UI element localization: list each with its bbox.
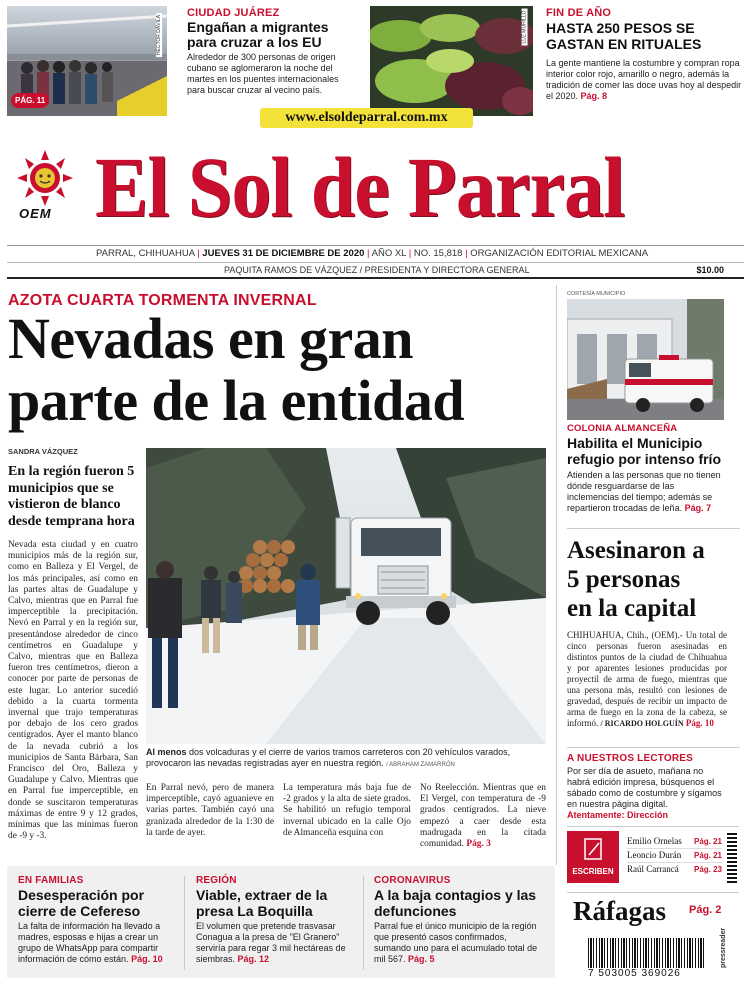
director-line: PAQUITA RAMOS DE VÁZQUEZ / PRESIDENTA Y DIRECTORA GENERAL [224, 265, 530, 275]
main-column-2: En Parral nevó, pero de manera imperceptible, cayó aguanieve en varias partes. También cayó una granizada alrededor de la 1:30 de la tarde de ayer. [146, 783, 274, 838]
main-kicker: AZOTA CUARTA TORMENTA INVERNAL [8, 292, 317, 309]
bottom-story-3-kicker: CORONAVIRUS [374, 875, 451, 886]
sidebar-story2-byline: / RICARDO HOLGUÍN [600, 719, 684, 728]
escriben-box [567, 826, 739, 886]
bottom-story-1-headline: Desesperación por cierre de Cefereso [18, 887, 145, 919]
bottom-story-2-body: El volumen que pretende trasvasar Conagua a la presa de "El Granero" serviría para regar 3 mil hectáreas de siembras. [196, 921, 346, 964]
main-column-4 [420, 783, 546, 850]
escriben-row[interactable] [627, 863, 722, 876]
escriben-page: Pág. 23 [693, 865, 722, 874]
main-subhead: En la región fueron 5 municipios que se vistieron de blanco desde temprana hora [8, 464, 135, 529]
bottom-story-2-headline: Viable, extraer de la presa La Boquilla [196, 887, 328, 919]
main-headline-line2: parte de la entidad [8, 368, 465, 433]
main-photo-caption [146, 747, 546, 771]
bottom-story-2-page-ref[interactable]: Pág. 12 [237, 954, 270, 964]
website-banner[interactable]: www.elsoldeparral.com.mx [260, 108, 473, 128]
rafagas-page: Pág. 2 [689, 904, 722, 916]
teaser-right-photo-credit: LUZ MURILLO [521, 10, 528, 44]
caption-text: dos volcaduras y el cierre de varios tramos carreteros con 20 vehículos varados, provocaron las nevadas registradas ayer en nuestra región. [146, 747, 511, 768]
bottom-story-1-page-ref[interactable]: Pág. 10 [131, 954, 163, 964]
sidebar-rule-2 [567, 747, 740, 748]
notice-sign: Atentamente: Dirección [567, 810, 669, 820]
pen-icon [567, 831, 619, 867]
teaser-right-page-ref[interactable]: Pág. 8 [580, 91, 608, 101]
teaser-left-text: Alrededor de 300 personas de origen cubano se aglomeraron la noche del martes en los puentes internacionales para buscar cruzar al vecino país. [187, 52, 339, 95]
teaser-left-page-badge: PÁG. 11 [11, 93, 49, 108]
escriben-page: Pág. 21 [693, 837, 722, 846]
main-column-1: Nevada esta ciudad y en cuatro municipios más de la región sur, como en Balleza y El Vergel, de los más principales, así como en las partes altas de Guadalupe y Calvo, mientras que en Parral fue imperceptible la precipitación. Nevó en Parral y en la región sur, presentándose alrededor de cinco centímetros en Guadalupe y Calvo, mientras que en Balleza fueron tres centímetros, dieron a conocer por parte de personas de este lugar. Lo anterior sucedió debido a la cuarta tormenta invernal que trajo temperaturas por debajo de los cero grados centígrados. Ayer el manto blanco de la nevada cubrió a los municipios de Santa Bárbara, San Francisco del Oro, Balleza y Guadalupe y Calvo. Mientras que en Parral fue imperceptible, en donde se suscitaron temperaturas máximas de entre 9 y 12 grados, mínimas que las mínimas fueron de -9 y -3. [8, 540, 138, 840]
main-headline-line1: Nevadas en gran [8, 306, 413, 371]
snowy-road-truck-illustration [146, 448, 546, 744]
main-byline: SANDRA VÁZQUEZ [8, 447, 78, 456]
column-divider [556, 285, 557, 865]
notice-body: Por ser día de asueto, mañana no habrá edición impresa, búsquenos el sábado como de costumbre y sígamos en nuestra página digital. [567, 766, 722, 809]
ambulance-building-illustration [567, 299, 724, 420]
bottom-story-3[interactable] [374, 875, 544, 965]
dateline-rule-bottom [7, 277, 744, 279]
escriben-list [627, 835, 722, 876]
main-column-4-text: No Reelección. Mientras que en El Vergel, con temperatura de -9 grados centígrados. La nieve empezó a caer desde esta madrugada en la citada comunidad. [420, 783, 546, 850]
main-column-4-page-ref[interactable]: Pág. 3 [466, 839, 491, 850]
notice-kicker: A NUESTROS LECTORES [567, 753, 694, 764]
sidebar-story1-body: Atienden a las personas que no tienen dónde resguardarse de las inclemencias del tiempo; además se repartieron trocadas de leña. [567, 470, 721, 513]
sidebar-story2-body: CHIHUAHUA, Chih., (OEM).- Un total de cinco personas fueron asesinadas en distintos puntos de la ciudad de Chihuahua y por aparentes lesiones producidas por proyectil de arma de fuego, mientras que una persona más, resultó con lesiones de gravedad, después de recibir un impacto de arma de fuego en la zona de la cabeza, se informó. [567, 630, 727, 728]
bottom-story-3-text [374, 921, 544, 965]
bottom-story-2[interactable] [196, 875, 356, 965]
oem-label: OEM [19, 206, 52, 221]
dateline-org: ORGANIZACIÓN EDITORIAL MEXICANA [470, 248, 649, 259]
sidebar-story2-headline[interactable]: Asesinaron a 5 personas en la capital [567, 537, 705, 622]
main-headline[interactable] [8, 308, 553, 432]
teaser-right-kicker: FIN DE AÑO [546, 7, 612, 19]
bottom-divider-2 [363, 876, 364, 970]
sun-logo-icon [15, 150, 75, 208]
sidebar-photo-credit: CORTESÍA MUNICIPIO [567, 291, 626, 297]
teaser-right-text-body: La gente mantiene la costumbre y compran ropa interior color rojo, amarillo o negro, además la tradición de comer las doce uvas hoy al despedir el 2020. [546, 58, 742, 101]
teaser-left-headline[interactable]: Engañan a migrantes para cruzar a los EU [187, 19, 329, 50]
ambulance [625, 355, 713, 412]
escriben-row[interactable] [627, 849, 722, 863]
bottom-story-1[interactable] [18, 875, 178, 965]
barcode-bars [588, 938, 706, 968]
dateline-rule-mid [7, 262, 744, 263]
sidebar-story2-text [567, 630, 727, 729]
teaser-right-headline[interactable]: HASTA 250 PESOS SE GASTAN EN RITUALES [546, 20, 702, 52]
dateline-year: AÑO XL [371, 248, 407, 259]
escriben-name: Emilio Ornelas [627, 836, 682, 846]
escriben-page: Pág. 21 [693, 851, 722, 860]
sidebar-story1-page-ref[interactable]: Pág. 7 [684, 503, 712, 513]
teaser-left-kicker: CIUDAD JUÁREZ [187, 7, 280, 19]
rafagas-title: Ráfagas [573, 896, 666, 926]
escriben-name: Leoncio Durán [627, 850, 682, 860]
sidebar-story1-text [567, 470, 727, 514]
bottom-story-1-kicker: EN FAMILIAS [18, 875, 84, 886]
price: $10.00 [696, 265, 724, 275]
teaser-right-photo [370, 6, 533, 116]
bottom-story-1-body: La falta de información ha llevado a madres, esposas e hijas a crear un grupo de WhatsApp para compartir información de cómo están. [18, 921, 161, 964]
escriben-row[interactable] [627, 835, 722, 849]
sidebar-story1-headline[interactable]: Habilita el Municipio refugio por intenso frío [567, 435, 721, 467]
sidebar-rule-1 [567, 528, 740, 529]
dateline-date: JUEVES 31 DE DICIEMBRE DE 2020 [202, 248, 365, 259]
sidebar-story2-page-ref[interactable]: Pág. 10 [685, 718, 714, 728]
dateline: PARRAL, CHIHUAHUA | JUEVES 31 DE DICIEMBRE DE 2020 | AÑO XL | NO. 15,818 | ORGANIZACIÓN EDITORIAL MEXICANA [96, 248, 649, 259]
barcode-number: 7 503005 369026 [588, 968, 681, 979]
bottom-story-3-body: Parral fue el único municipio de la región que presentó casos confirmados, sumando uno para el acumulado total de mil 567. [374, 921, 538, 964]
sidebar-story1-kicker: COLONIA ALMANCEÑA [567, 423, 678, 434]
teaser-left-photo [7, 6, 167, 116]
bottom-divider-1 [184, 876, 185, 970]
bottom-story-3-headline: A la baja contagios y las defunciones [374, 887, 537, 919]
teaser-left-photo-credit: HÉCTOR DÁVILA [155, 14, 162, 56]
escriben-badge [567, 831, 619, 883]
dateline-city: PARRAL, CHIHUAHUA [96, 248, 195, 259]
teaser-left[interactable] [7, 6, 362, 118]
bottom-story-2-text [196, 921, 356, 965]
dateline-rule-top [7, 245, 744, 246]
bottom-story-3-page-ref[interactable]: Pág. 5 [408, 954, 435, 964]
dateline-number: NO. 15,818 [413, 248, 463, 259]
bottom-story-1-text [18, 921, 178, 965]
pressreader-label: pressreader [720, 927, 727, 968]
notice-text [567, 766, 727, 821]
escriben-dots [727, 833, 737, 883]
main-photo [146, 448, 546, 744]
caption-credit: / ABRAHAM ZAMARRÓN [386, 762, 455, 768]
escriben-name: Raúl Carrancá [627, 864, 679, 874]
escriben-label: ESCRIBEN [572, 867, 614, 876]
teaser-right[interactable] [370, 6, 745, 118]
produce-market-illustration [370, 6, 533, 116]
caption-lead: Al menos [146, 747, 187, 757]
rafagas-box[interactable] [567, 892, 739, 928]
main-column-3: La temperatura más baja fue de -2 grados y la alta de siete grados. Se habilitó un refugio temporal invernal ubicado en la calle Ojo de Almanceña esquina con [283, 783, 411, 838]
teaser-right-text [546, 58, 742, 102]
masthead-title[interactable]: El Sol de Parral [95, 139, 625, 235]
bottom-story-2-kicker: REGIÓN [196, 875, 237, 886]
oem-logo [15, 150, 75, 225]
sidebar-photo [567, 299, 724, 420]
barcode [588, 938, 714, 980]
